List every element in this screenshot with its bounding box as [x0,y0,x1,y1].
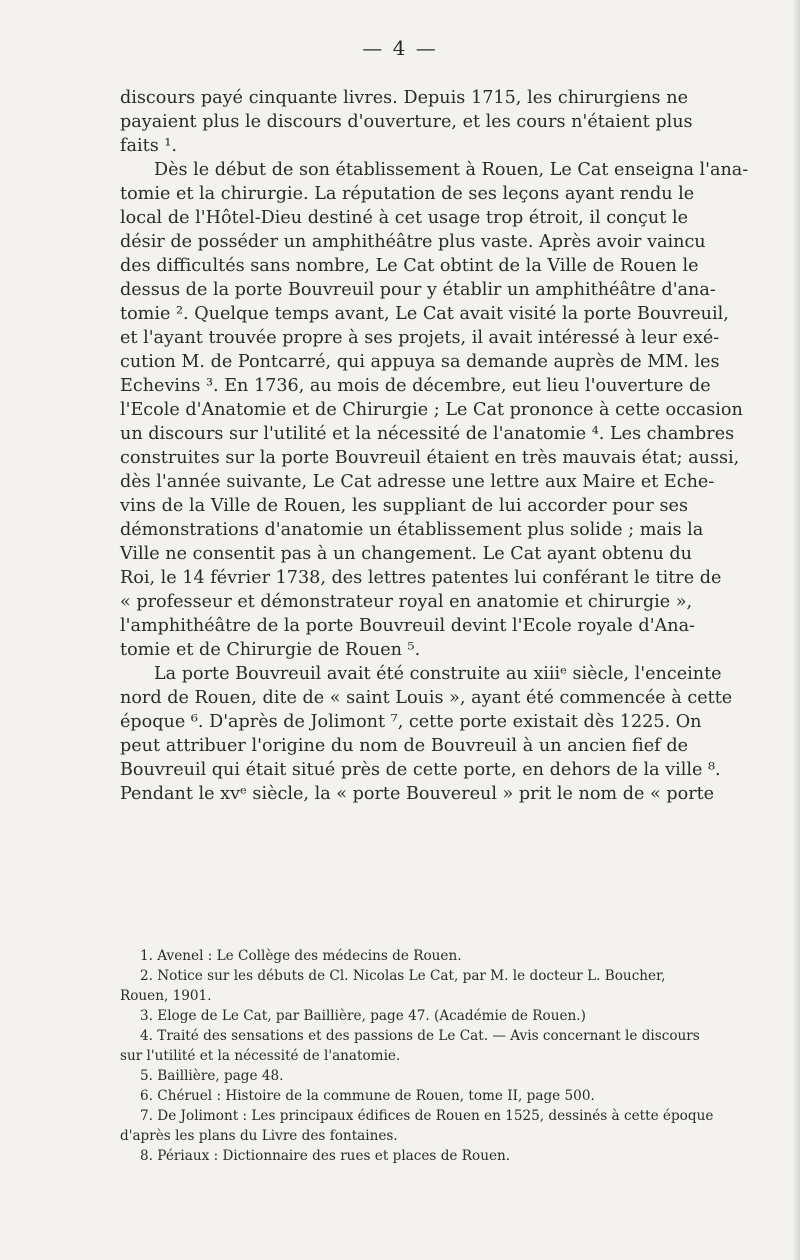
footnote-line: 8. Périaux : Dictionnaire des rues et places de Rouen. [140,1148,511,1164]
footnotes [120,946,714,1166]
text-line: l'amphithéâtre de la porte Bouvreuil devint l'Ecole royale d'Ana- [120,616,696,636]
text-line: « professeur et démonstrateur royal en anatomie et chirurgie », [120,592,693,612]
text-line: désir de posséder un amphithéâtre plus vaste. Après avoir vaincu [120,232,706,252]
footnote-line: 3. Eloge de Le Cat, par Baillière, page 47. (Académie de Rouen.) [140,1008,586,1024]
text-line: payaient plus le discours d'ouverture, et les cours n'étaient plus [120,112,693,132]
footnote-line: 2. Notice sur les débuts de Cl. Nicolas Le Cat, par M. le docteur L. Boucher, [140,968,666,984]
text-line: l'Ecole d'Anatomie et de Chirurgie ; Le Cat prononce à cette occasion [120,400,743,420]
text-line: faits ¹. [120,136,177,156]
footnote-line: sur l'utilité et la nécessité de l'anatomie. [120,1048,401,1064]
footnote-line: d'après les plans du Livre des fontaines. [120,1128,398,1144]
body-text [120,86,749,806]
text-line: local de l'Hôtel-Dieu destiné à cet usage trop étroit, il conçut le [120,208,688,228]
text-line: cution M. de Pontcarré, qui appuya sa demande auprès de MM. les [120,352,720,372]
text-line: La porte Bouvreuil avait été construite au xiiiᵉ siècle, l'enceinte [154,664,722,684]
text-line: nord de Rouen, dite de « saint Louis », ayant été commencée à cette [120,688,733,708]
text-line: tomie et la chirurgie. La réputation de ses leçons ayant rendu le [120,184,695,204]
footnote-line: 1. Avenel : Le Collège des médecins de Rouen. [140,948,462,964]
text-line: Roi, le 14 février 1738, des lettres patentes lui conférant le titre de [120,568,722,588]
text-line: tomie et de Chirurgie de Rouen ⁵. [120,640,421,660]
text-line: Bouvreuil qui était situé près de cette porte, en dehors de la ville ⁸. [120,760,721,780]
page-number: — 4 — [362,36,438,60]
text-line: des difficultés sans nombre, Le Cat obtint de la Ville de Rouen le [120,256,699,276]
footnote-line: 7. De Jolimont : Les principaux édifices de Rouen en 1525, dessinés à cette époque [140,1108,714,1124]
footnote-line: 6. Chéruel : Histoire de la commune de Rouen, tome II, page 500. [140,1088,595,1104]
footnote-line: Rouen, 1901. [120,988,212,1004]
text-line: dès l'année suivante, Le Cat adresse une lettre aux Maire et Eche- [120,472,715,492]
text-line: tomie ². Quelque temps avant, Le Cat avait visité la porte Bouvreuil, [120,304,729,324]
text-line: époque ⁶. D'après de Jolimont ⁷, cette porte existait dès 1225. On [120,712,702,732]
footnote-line: 5. Baillière, page 48. [140,1068,284,1084]
footnote-line: 4. Traité des sensations et des passions de Le Cat. — Avis concernant le discours [140,1028,700,1044]
text-line: Dès le début de son établissement à Rouen, Le Cat enseigna l'ana- [154,160,749,180]
text-line: Echevins ³. En 1736, au mois de décembre, eut lieu l'ouverture de [120,376,711,396]
text-line: discours payé cinquante livres. Depuis 1715, les chirurgiens ne [120,88,688,108]
text-line: dessus de la porte Bouvreuil pour y établir un amphithéâtre d'ana- [120,280,716,300]
text-line: Pendant le xvᵉ siècle, la « porte Bouvereul » prit le nom de « porte [120,784,715,804]
text-line: peut attribuer l'origine du nom de Bouvreuil à un ancien fief de [120,736,688,756]
text-line: Ville ne consentit pas à un changement. Le Cat ayant obtenu du [120,544,692,564]
text-line: un discours sur l'utilité et la nécessité de l'anatomie ⁴. Les chambres [120,424,735,444]
text-line: construites sur la porte Bouvreuil étaient en très mauvais état; aussi, [120,448,740,468]
text-line: et l'ayant trouvée propre à ses projets, il avait intéressé à leur exé- [120,328,720,348]
text-line: démonstrations d'anatomie un établissement plus solide ; mais la [120,520,704,540]
page-edge-shadow [792,0,800,1260]
text-line: vins de la Ville de Rouen, les suppliant de lui accorder pour ses [120,496,688,516]
